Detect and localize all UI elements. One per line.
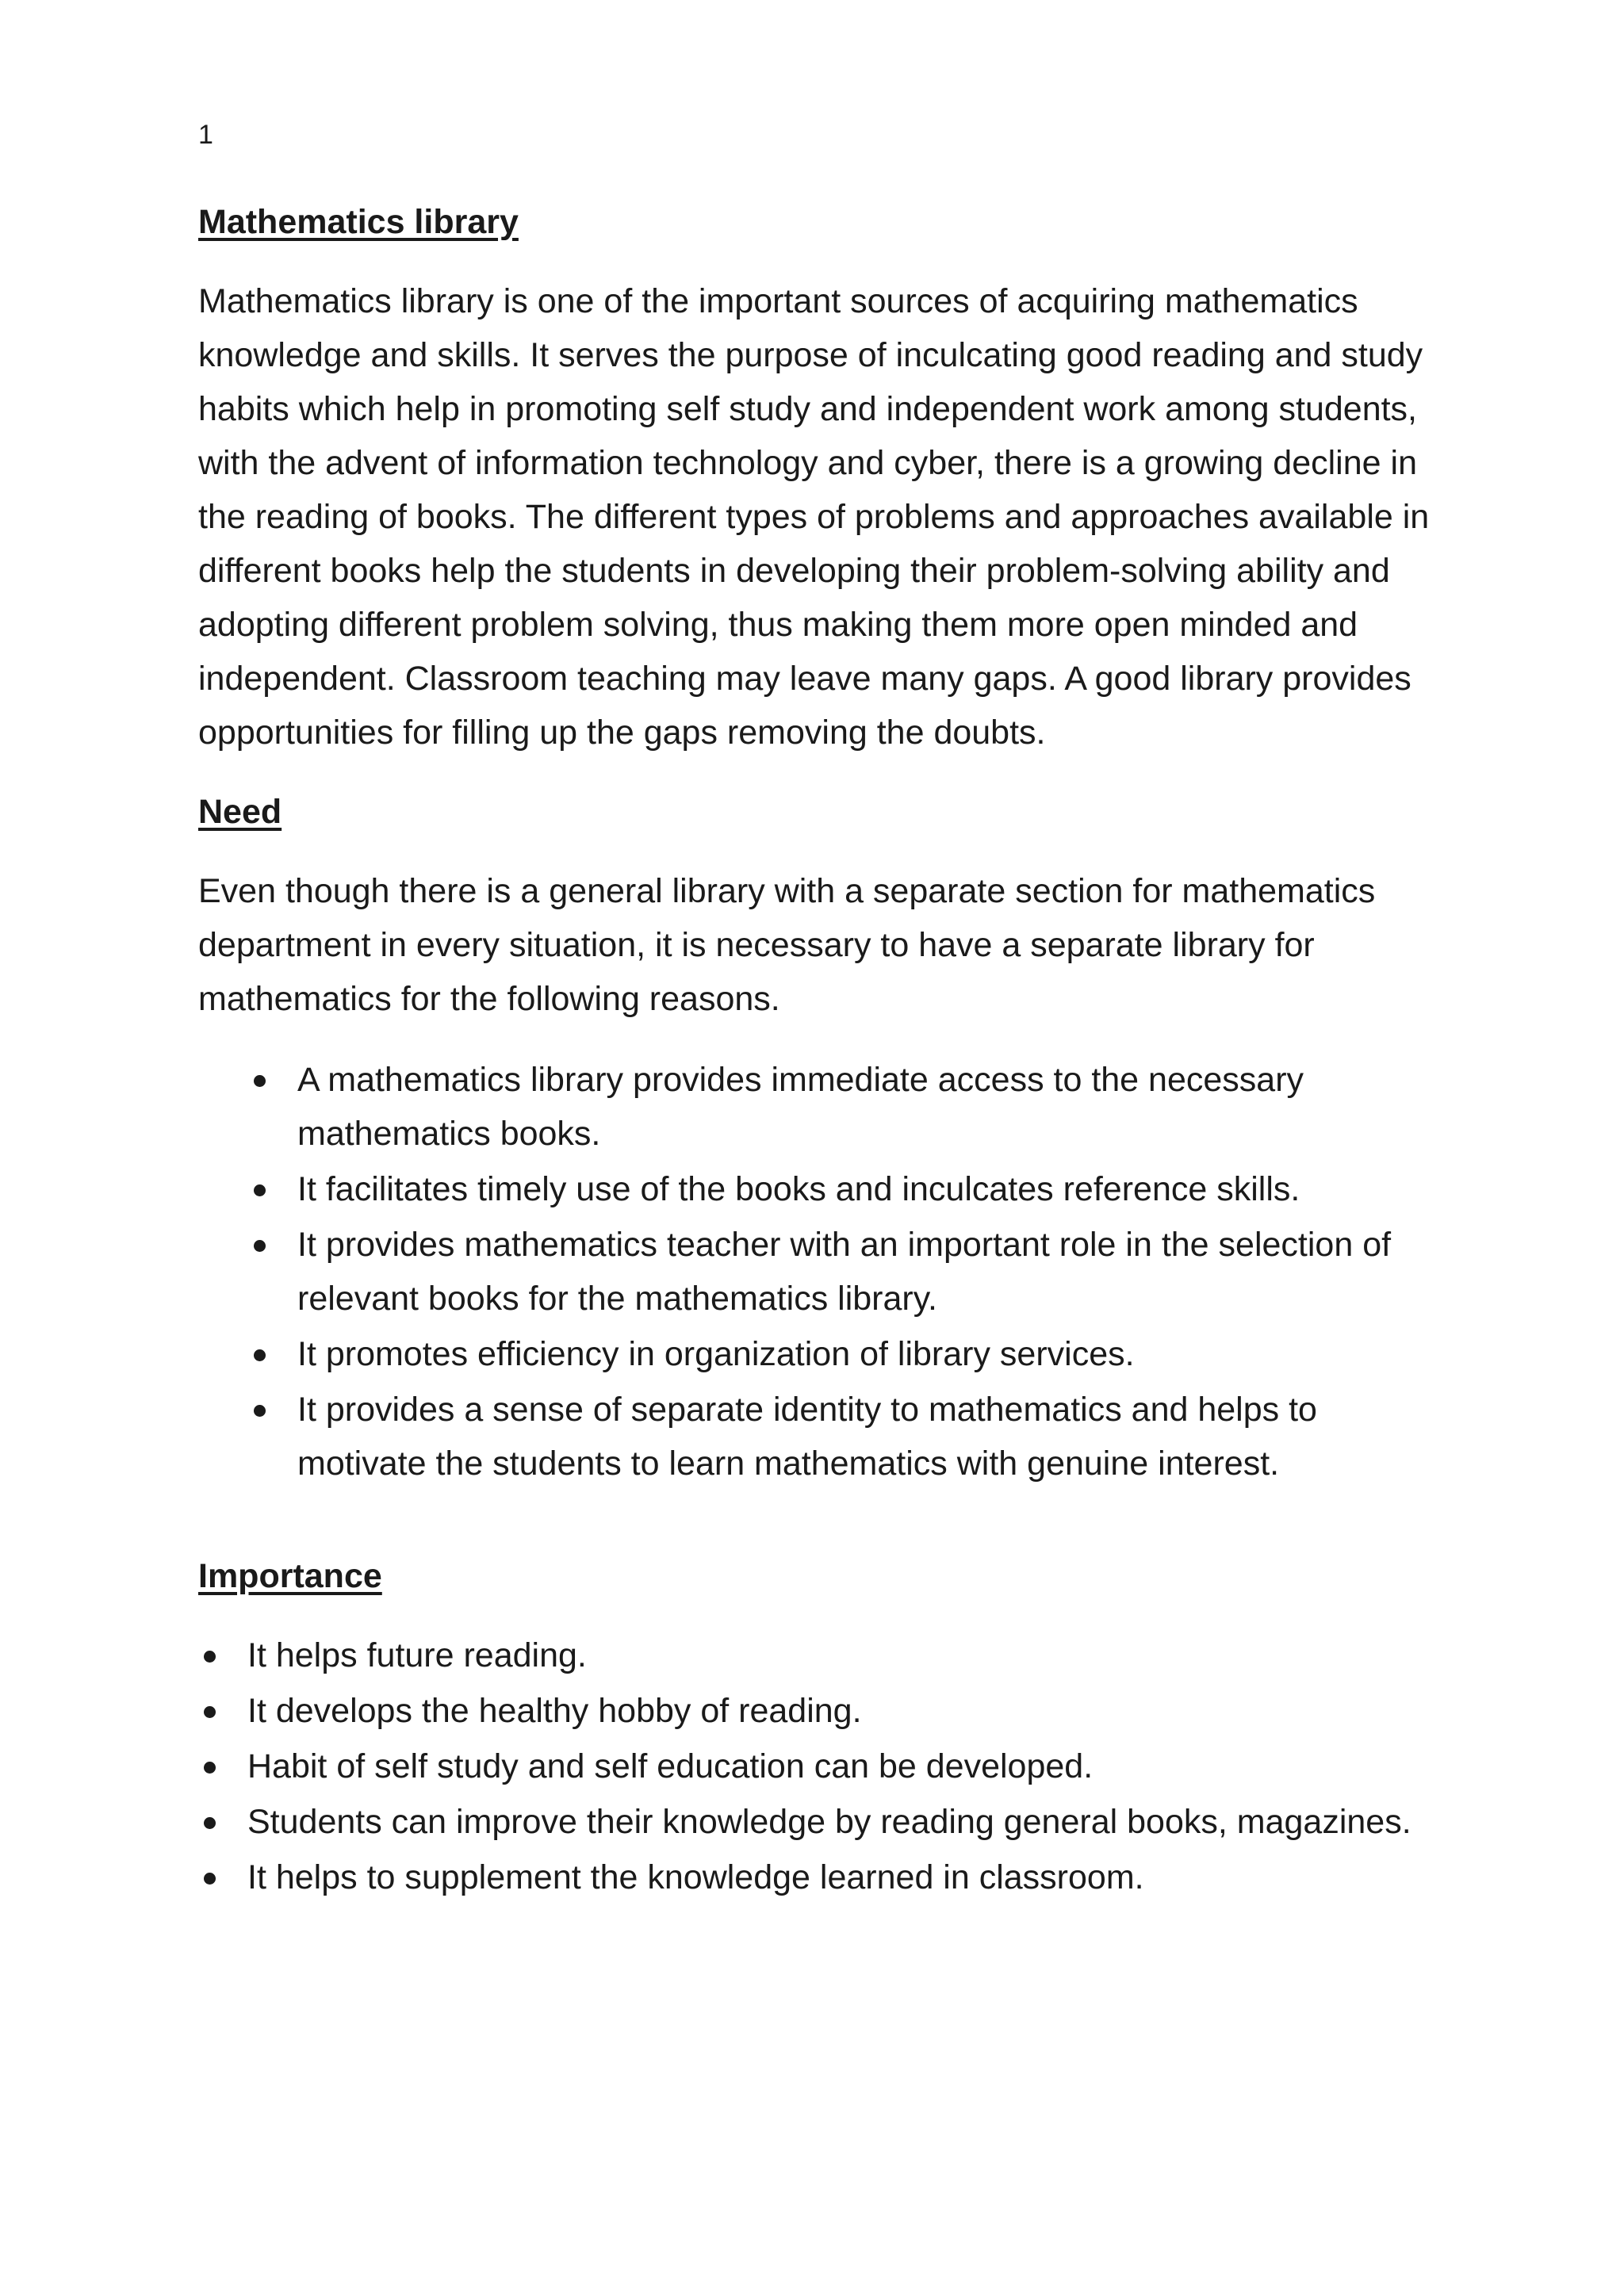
list-item: It helps future reading. — [247, 1628, 1435, 1682]
section-heading-importance: Importance — [198, 1557, 382, 1595]
bullet-icon — [204, 1651, 216, 1663]
importance-list — [247, 1628, 1435, 1904]
paragraph-need: Even though there is a general library with a separate section for mathematics department in every situation, it is necessary to have a separate library for mathematics for the following reasons. — [198, 872, 1376, 1018]
section-heading-need: Need — [198, 793, 282, 831]
bullet-icon — [254, 1184, 266, 1196]
need-reasons-list — [297, 1053, 1435, 1490]
bullet-icon — [204, 1817, 216, 1829]
bullet-icon — [204, 1706, 216, 1718]
document-body — [198, 197, 1435, 1906]
bullet-icon — [254, 1405, 266, 1417]
list-item: A mathematics library provides immediate access to the necessary mathematics books. — [297, 1053, 1435, 1161]
list-item: Students can improve their knowledge by reading general books, magazines. — [247, 1795, 1435, 1849]
list-item: It helps to supplement the knowledge learned in classroom. — [247, 1850, 1435, 1904]
list-item: It provides mathematics teacher with an important role in the selection of relevant books for the mathematics library. — [297, 1218, 1435, 1326]
page-number: 1 — [198, 120, 213, 150]
bullet-icon — [254, 1240, 266, 1252]
paragraph-mathematics-library: Mathematics library is one of the important sources of acquiring mathematics knowledge and skills. It serves the purpose of inculcating good reading and study habits which help in promoting self study and independent work among students, with the advent of information technology and cyber, there is a growing decline in the reading of books. The different types of problems and approaches available in different books help the students in developing their problem-solving ability and adopting different problem solving, thus making them more open minded and independent. Classroom teaching may leave many gaps. A good library provides opportunities for filling up the gaps removing the doubts. — [198, 282, 1430, 752]
list-item: It promotes efficiency in organization of library services. — [297, 1327, 1435, 1381]
list-item: It develops the healthy hobby of reading. — [247, 1684, 1435, 1738]
bullet-icon — [204, 1873, 216, 1885]
section-heading-mathematics-library: Mathematics library — [198, 203, 519, 241]
list-item: It provides a sense of separate identity to mathematics and helps to motivate the students to learn mathematics with genuine interest. — [297, 1383, 1435, 1490]
list-item: Habit of self study and self education can be developed. — [247, 1739, 1435, 1793]
list-item: It facilitates timely use of the books and inculcates reference skills. — [297, 1162, 1435, 1216]
spacer — [198, 1492, 1435, 1551]
bullet-icon — [254, 1349, 266, 1361]
bullet-icon — [204, 1762, 216, 1774]
bullet-icon — [254, 1075, 266, 1087]
